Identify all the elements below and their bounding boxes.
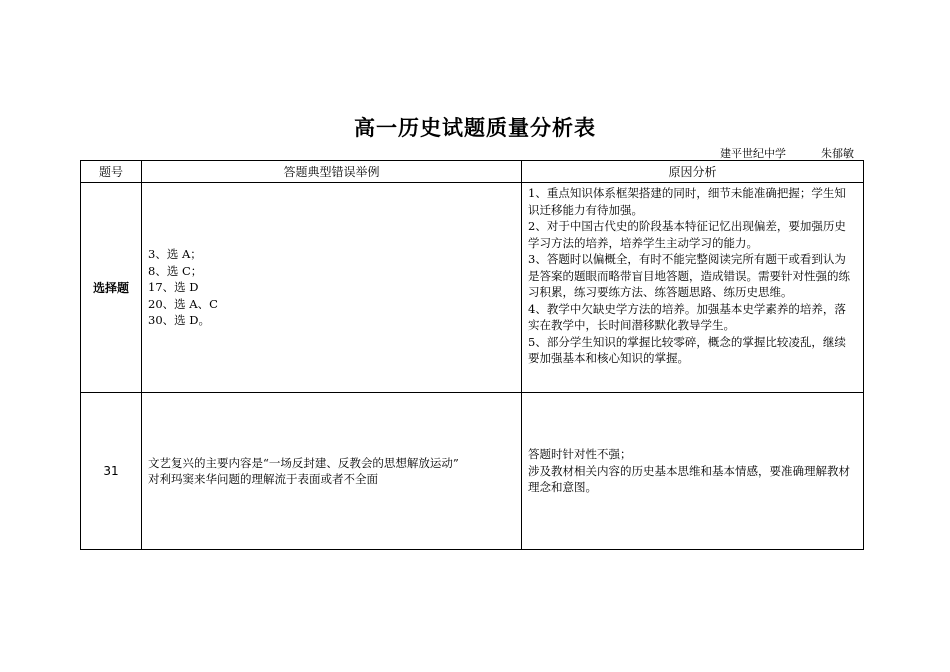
header-question-no: 题号 [81,161,142,183]
error-item: 文艺复兴的主要内容是“一场反封建、反教会的思想解放运动” [148,455,459,470]
reason-item: 2、对于中国古代史的阶段基本特征记忆出现偏差，要加强历史学习方法的培养，培养学生主动学习的能力。 [528,219,846,250]
error-item: 20、选 A、C [148,296,218,311]
errors-cell [142,393,522,550]
reason-item: 3、答题时以偏概全，有时不能完整阅读完所有题干或看到认为是答案的题眼而略带盲目地答题，造成错误。需要针对性强的练习积累，练习要练方法、练答题思路、练历史思维。 [528,252,850,299]
error-item: 3、选 A； [148,247,202,262]
reason-item: 4、教学中欠缺史学方法的培养。加强基本史学素养的培养，落实在教学中，长时间潜移默化教导学生。 [528,301,846,332]
reason-item: 涉及教材相关内容的历史基本思维和基本情感，要准确理解教材理念和意图。 [528,463,850,495]
table-row [81,183,864,393]
author-name: 朱郁敏 [821,147,854,160]
reason-item: 答题时针对性不强； [528,447,632,462]
error-item: 17、选 D [148,280,199,295]
analysis-table [80,160,864,550]
reason-item: 1、重点知识体系框架搭建的同时，细节未能准确把握；学生知识迁移能力有待加强。 [528,186,846,217]
error-item: 对利玛窦来华问题的理解流于表面或者不全面 [148,472,378,486]
reason-item: 5、部分学生知识的掌握比较零碎，概念的掌握比较凌乱，继续要加强基本和核心知识的掌握。 [528,334,846,365]
row-label: 选择题 [81,183,142,393]
header-cause-analysis: 原因分析 [522,161,864,183]
page-title: 高一历史试题质量分析表 [354,116,596,140]
school-name: 建平世纪中学 [720,147,786,160]
table-row [81,393,864,550]
header-typical-errors: 答题典型错误举例 [142,161,522,183]
reasons-cell [522,183,864,393]
reasons-cell [522,393,864,550]
error-item: 30、选 D。 [148,313,211,328]
errors-cell [142,183,522,393]
error-item: 8、选 C； [148,263,203,278]
row-label: 31 [81,393,142,550]
table-header-row [81,161,864,183]
